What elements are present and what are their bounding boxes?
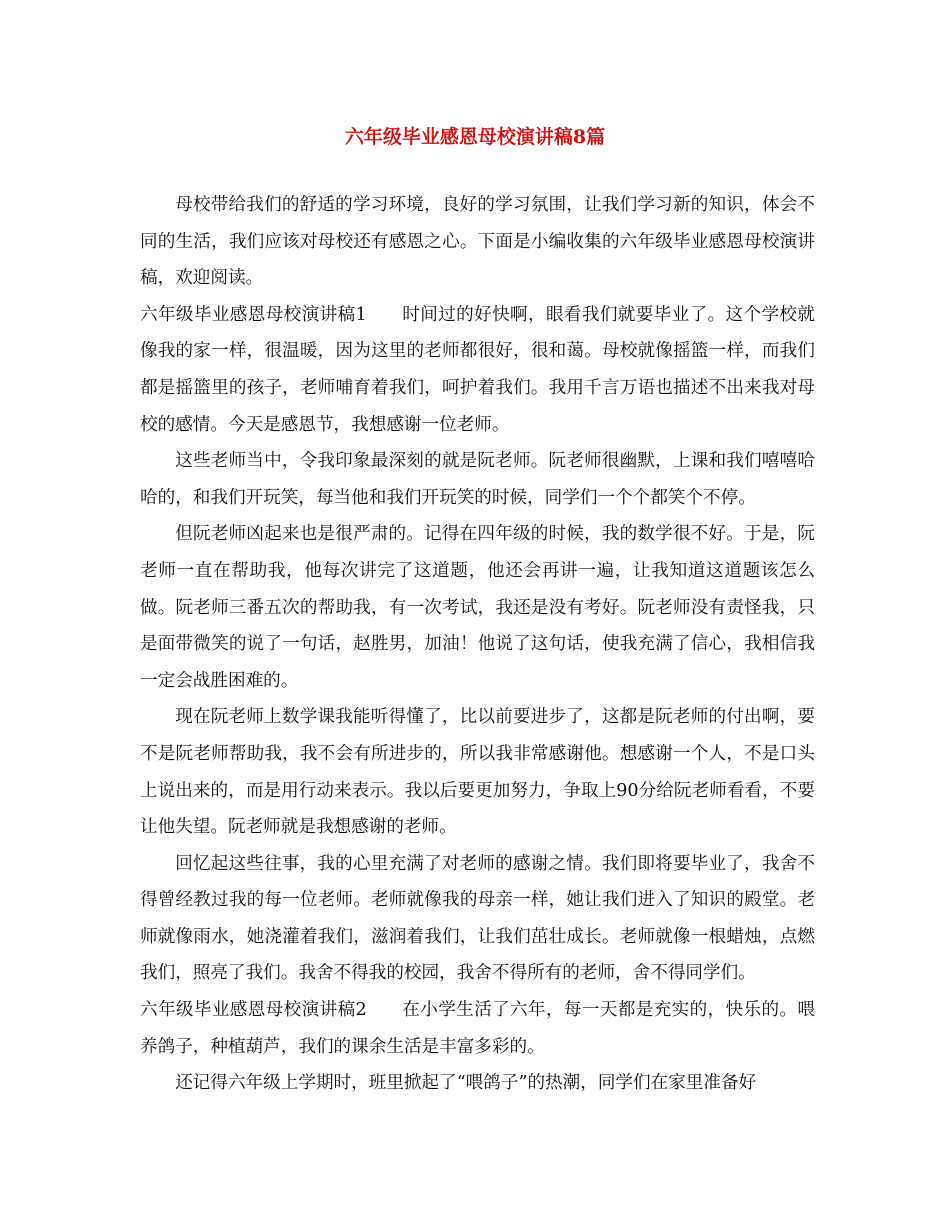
body-paragraph: 但阮老师凶起来也是很严肃的。记得在四年级的时候，我的数学很不好。于是，阮老师一直在帮助我，他每次讲完了这道题，他还会再讲一遍，让我知道这道题该怎么做。阮老师三番五次的帮助我，有一次考试，我还是没有考好。阮老师没有责怪我，只是面带微笑的说了一句话，赵胜男，加油！他说了这句话，使我充满了信心，我相信我一定会战胜困难的。: [140, 524, 815, 691]
body-paragraph: 现在阮老师上数学课我能听得懂了，比以前要进步了，这都是阮老师的付出啊，要不是阮老师帮助我，我不会有所进步的，所以我非常感谢他。想感谢一个人，不是口头上说出来的，而是用行动来表示。我以后要更加努力，争取上90分给阮老师看看，不要让他失望。阮老师就是我想感谢的老师。: [140, 707, 815, 838]
section-1-paragraph: [140, 297, 815, 443]
section-2-text: 在小学生活了六年，每一天都是充实的，快乐的。喂养鸽子，种植葫芦，我们的课余生活是丰富多彩的。: [140, 1000, 815, 1057]
section-1-heading: 六年级毕业感恩母校演讲稿1: [140, 304, 367, 325]
section-2-paragraph: [140, 992, 815, 1065]
body-paragraph: 还记得六年级上学期时，班里掀起了“喂鸽子”的热潮，同学们在家里准备好: [175, 1073, 757, 1094]
body-paragraph: 这些老师当中，令我印象最深刻的就是阮老师。阮老师很幽默，上课和我们嘻嘻哈哈的，和我们开玩笑，每当他和我们开玩笑的时候，同学们一个个都笑个不停。: [140, 451, 815, 508]
document-title: 六年级毕业感恩母校演讲稿8篇: [344, 126, 606, 148]
document-body: [140, 187, 815, 1102]
intro-paragraph: 母校带给我们的舒适的学习环境，良好的学习氛围，让我们学习新的知识，体会不同的生活，我们应该对母校还有感恩之心。下面是小编收集的六年级毕业感恩母校演讲稿，欢迎阅读。: [140, 195, 815, 289]
section-2-heading: 六年级毕业感恩母校演讲稿2: [140, 1000, 367, 1021]
section-1-text: 时间过的好快啊，眼看我们就要毕业了。这个学校就像我的家一样，很温暖，因为这里的老师都很好，很和蔼。母校就像摇篮一样，而我们都是摇篮里的孩子，老师哺育着我们，呵护着我们。我用千言万语也描述不出来我对母校的感情。今天是感恩节，我想感谢一位老师。: [140, 304, 815, 435]
body-paragraph: 回忆起这些往事，我的心里充满了对老师的感谢之情。我们即将要毕业了，我舍不得曾经教过我的每一位老师。老师就像我的母亲一样，她让我们进入了知识的殿堂。老师就像雨水，她浇灌着我们，滋润着我们，让我们茁壮成长。老师就像一根蜡烛，点燃我们，照亮了我们。我舍不得我的校园，我舍不得所有的老师，舍不得同学们。: [140, 853, 815, 984]
